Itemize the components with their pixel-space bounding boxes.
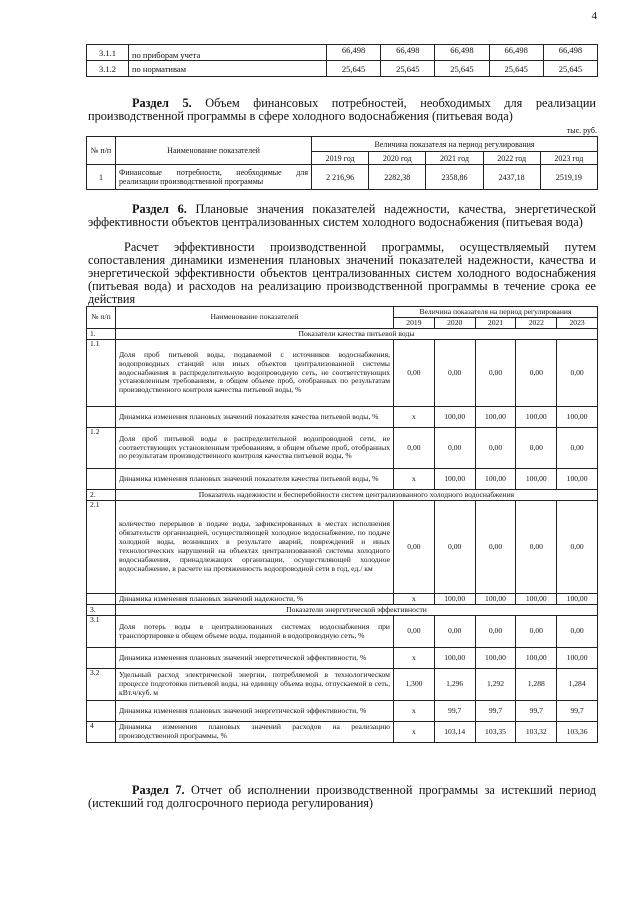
unit-label: тыс. руб. [566, 126, 597, 135]
value-cell: 100,00 [557, 469, 598, 490]
value-cell: x [394, 722, 435, 743]
value-cell: 0,00 [475, 340, 516, 407]
value-cell: 100,00 [434, 594, 475, 605]
section5-heading [88, 97, 596, 123]
year-header: 2020 [434, 318, 475, 329]
value-cell: 66,498 [327, 45, 381, 61]
value-cell: x [394, 648, 435, 669]
value-cell: 2437,18 [483, 165, 540, 190]
row-label: по нормативам [129, 61, 327, 77]
value-cell: 103,36 [557, 722, 598, 743]
value-cell: 100,00 [557, 648, 598, 669]
value-cell: x [394, 594, 435, 605]
value-cell: 2282,38 [369, 165, 426, 190]
section6-title: Раздел 6. [132, 202, 187, 216]
row-number: 1.2 [87, 428, 116, 469]
year-header: 2022 [516, 318, 557, 329]
value-cell: 2358,86 [426, 165, 483, 190]
value-cell: 100,00 [516, 594, 557, 605]
value-cell: 0,00 [516, 340, 557, 407]
section-label: Показатели качества питьевой воды [116, 329, 598, 340]
section-number: 2. [87, 490, 116, 501]
row-label: Доля проб питьевой воды в распределительной водопроводной сети, не соответствующих установленным требованиям, в общем объеме проб, отобранных по результатам производственного контроля качества питьевой воды, % [116, 428, 394, 469]
year-header: 2023 [557, 318, 598, 329]
section-number: 3. [87, 605, 116, 616]
value-cell: 0,00 [394, 428, 435, 469]
row-label: Динамика изменения плановых значений энергетической эффективности, % [116, 648, 394, 669]
section-label: Показатель надежности и бесперебойности систем централизованного холодного водоснабжения [116, 490, 598, 501]
value-cell: 0,00 [394, 501, 435, 594]
value-cell: 0,00 [434, 340, 475, 407]
value-cell: 100,00 [434, 648, 475, 669]
row-label: Удельный расход электрической энергии, потребляемой в технологическом процессе подготовки питьевой воды, на единицу объема воды, отпускаемой в сеть, кВт.ч/куб. м [116, 669, 394, 701]
section6-paragraph: Расчет эффективности производственной программы, осуществляемый путем сопоставления динамики изменения плановых значений показателей надежности, качества и энергетической эффективности объектов централизованных систем холодного водоснабжения (питьевая вода) и расходов на реализацию производственной программы в течение срока ее действия [88, 240, 596, 306]
value-cell: 0,00 [557, 428, 598, 469]
indicators-table [86, 306, 598, 743]
value-cell: 0,00 [434, 616, 475, 648]
row-number: 1.1 [87, 340, 116, 407]
value-cell: 1,300 [394, 669, 435, 701]
table-row [87, 669, 598, 701]
year-header: 2021 год [426, 152, 483, 165]
table-row [87, 407, 598, 428]
row-number: 3.1 [87, 616, 116, 648]
year-header: 2020 год [369, 152, 426, 165]
row-label: Доля проб питьевой воды, подаваемой с источников водоснабжения, водопроводных станций или иных объектов централизованной системы водоснабжения в распределительную водопроводную сеть, не соответствующих установленным требованиям, в общем объеме проб, отобранных по результатам производственного контроля качества питьевой воды, % [116, 340, 394, 407]
value-cell: 100,00 [475, 407, 516, 428]
row-label: Финансовые потребности, необходимые для реализации производственной программы [116, 165, 312, 190]
table-row [87, 616, 598, 648]
value-cell: 0,00 [475, 501, 516, 594]
row-number: 4 [87, 722, 116, 743]
col-header-num: № п/п [87, 307, 116, 329]
value-cell: 100,00 [475, 469, 516, 490]
value-cell: 25,645 [327, 61, 381, 77]
value-cell: 1,284 [557, 669, 598, 701]
section6-heading [88, 203, 596, 229]
row-label: по приборам учета [129, 45, 327, 61]
year-header: 2021 [475, 318, 516, 329]
value-cell: 0,00 [475, 616, 516, 648]
table-row [87, 340, 598, 407]
table-row [87, 428, 598, 469]
value-cell: 0,00 [475, 428, 516, 469]
value-cell: 25,645 [381, 61, 435, 77]
value-cell: 0,00 [434, 501, 475, 594]
col-header-name: Наименование показателей [116, 137, 312, 165]
value-cell: 0,00 [394, 340, 435, 407]
section-label: Показатели энергетической эффективности [116, 605, 598, 616]
value-cell: 25,645 [489, 61, 543, 77]
section6-text: Плановые значения показателей надежности, качества, энергетической эффективности объектов централизованных систем холодного водоснабжения (питьевая вода) [88, 202, 597, 229]
value-cell: 100,00 [434, 407, 475, 428]
value-cell: 0,00 [516, 501, 557, 594]
section-row [87, 329, 598, 340]
value-cell: 0,00 [516, 428, 557, 469]
value-cell: 66,498 [543, 45, 597, 61]
value-cell: 100,00 [516, 407, 557, 428]
section7-text: Отчет об исполнении производственной программы за истекший период (истекший год долгосрочного периода регулирования) [88, 783, 596, 810]
value-cell: 25,645 [435, 61, 489, 77]
table-row [87, 701, 598, 722]
value-cell: 0,00 [557, 501, 598, 594]
value-cell: 1,292 [475, 669, 516, 701]
value-cell: 2 216,96 [312, 165, 369, 190]
value-cell: 25,645 [543, 61, 597, 77]
table-row [87, 722, 598, 743]
table-row [87, 594, 598, 605]
table-row [87, 469, 598, 490]
row-number: 3.1.1 [87, 45, 129, 61]
value-cell: 100,00 [557, 594, 598, 605]
value-cell: 1,288 [516, 669, 557, 701]
value-cell: 100,00 [475, 594, 516, 605]
table-row [87, 501, 598, 594]
section7-title: Раздел 7. [132, 783, 185, 797]
section5-text: Объем финансовых потребностей, необходимых для реализации производственной программы в сфере холодного водоснабжения (питьевая вода) [88, 96, 596, 123]
row-label: количество перерывов в подаче воды, зафиксированных в местах исполнения обязательств организацией, осуществляющей холодное водоснабжение, по подаче холодной воды, возникших в результате аварий, повреждений и иных технологических нарушений на объектах централизованной системы холодного водоснабжения, принадлежащих организации, осуществляющей холодное водоснабжение, в расчете на протяженность водопроводной сети в год, ед./ км [116, 501, 394, 594]
financial-needs-table [86, 136, 598, 190]
row-number: 3.2 [87, 669, 116, 701]
table-row [87, 61, 598, 77]
row-number: 3.1.2 [87, 61, 129, 77]
value-cell: 103,35 [475, 722, 516, 743]
section-number: 1. [87, 329, 116, 340]
value-cell: 66,498 [489, 45, 543, 61]
value-cell: 99,7 [434, 701, 475, 722]
row-label: Динамика изменения плановых значений расходов на реализацию производственной программы, % [116, 722, 394, 743]
table-row [87, 648, 598, 669]
section7-heading [88, 784, 596, 810]
value-cell: x [394, 407, 435, 428]
top-continuation-table [86, 44, 598, 77]
year-header: 2019 год [312, 152, 369, 165]
value-cell: x [394, 701, 435, 722]
page-number: 4 [591, 10, 597, 22]
col-header-group: Величина показателя на период регулирования [394, 307, 598, 318]
table-row [87, 165, 598, 190]
section-row [87, 490, 598, 501]
col-header-group: Величина показателя на период регулирования [312, 137, 598, 152]
table-row [87, 45, 598, 61]
value-cell: 1,296 [434, 669, 475, 701]
value-cell: 100,00 [516, 648, 557, 669]
year-header: 2019 [394, 318, 435, 329]
row-label: Динамика изменения плановых значений надежности, % [116, 594, 394, 605]
value-cell: 103,32 [516, 722, 557, 743]
row-number: 1 [87, 165, 116, 190]
value-cell: 99,7 [475, 701, 516, 722]
year-header: 2022 год [483, 152, 540, 165]
row-label: Динамика изменения плановых значений энергетической эффективности, % [116, 701, 394, 722]
value-cell: x [394, 469, 435, 490]
value-cell: 0,00 [557, 340, 598, 407]
value-cell: 99,7 [557, 701, 598, 722]
row-label: Доля потерь воды в централизованных системах водоснабжения при транспортировке в общем объеме воды, поданной в водопроводную сеть, % [116, 616, 394, 648]
value-cell: 100,00 [516, 469, 557, 490]
value-cell: 2519,19 [540, 165, 597, 190]
section5-title: Раздел 5. [132, 96, 192, 110]
col-header-num: № п/п [87, 137, 116, 165]
value-cell: 100,00 [475, 648, 516, 669]
value-cell: 66,498 [435, 45, 489, 61]
row-label: Динамика изменения плановых значений показателя качества питьевой воды, % [116, 469, 394, 490]
row-number: 2.1 [87, 501, 116, 594]
value-cell: 0,00 [434, 428, 475, 469]
value-cell: 0,00 [394, 616, 435, 648]
value-cell: 0,00 [516, 616, 557, 648]
value-cell: 100,00 [557, 407, 598, 428]
section-row [87, 605, 598, 616]
year-header: 2023 год [540, 152, 597, 165]
value-cell: 0,00 [557, 616, 598, 648]
value-cell: 99,7 [516, 701, 557, 722]
value-cell: 103,14 [434, 722, 475, 743]
value-cell: 66,498 [381, 45, 435, 61]
row-label: Динамика изменения плановых значений показателя качества питьевой воды, % [116, 407, 394, 428]
col-header-name: Наименование показателей [116, 307, 394, 329]
value-cell: 100,00 [434, 469, 475, 490]
